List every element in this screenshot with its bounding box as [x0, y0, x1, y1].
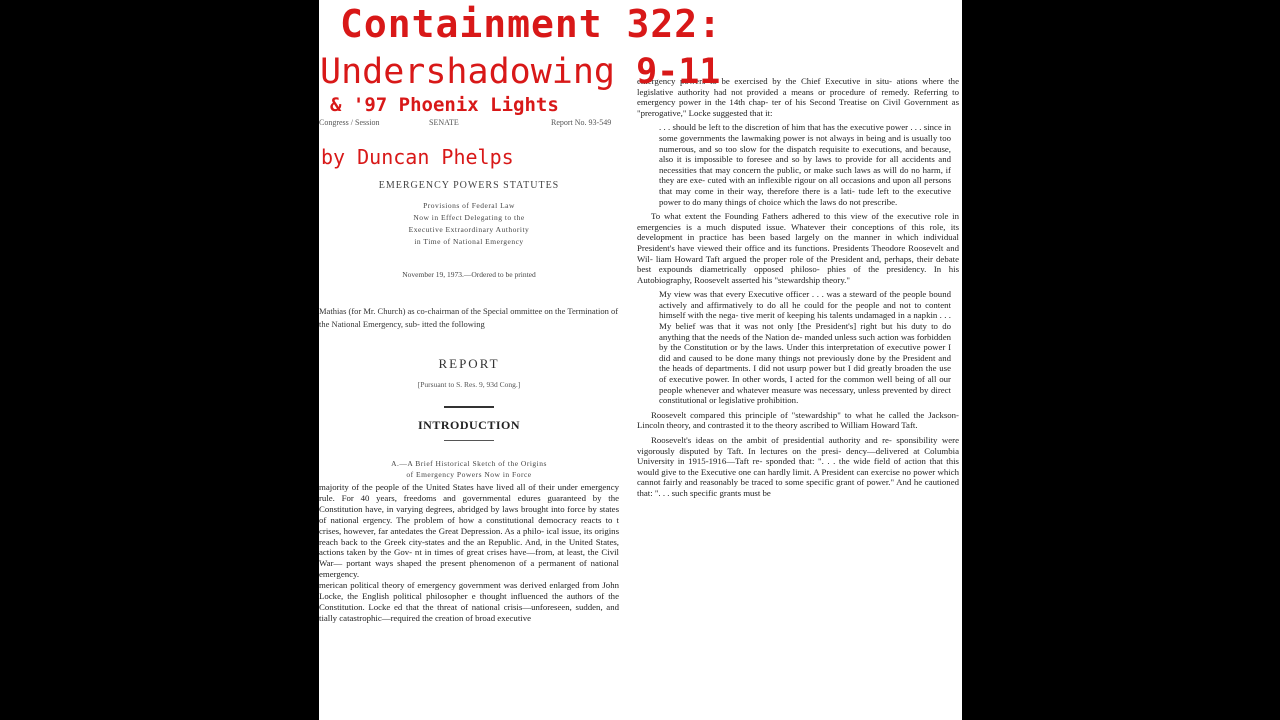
- title-line2-prefix: Undershadowing: [320, 52, 637, 92]
- introduction-heading: INTRODUCTION: [417, 418, 520, 432]
- report-heading: REPORT: [438, 356, 500, 371]
- video-title-line2: [320, 52, 720, 92]
- provision-line: Executive Extraordinary Authority: [408, 225, 530, 234]
- title-line2-bold: 9-11: [636, 52, 721, 92]
- body-paragraph: Roosevelt compared this principle of "stewardship" to what he called the Jackson-Lincoln theory, and contrasted it to the theory ascribed to William Howard Taft.: [637, 409, 959, 431]
- body-paragraph: Roosevelt's ideas on the ambit of presidential authority and re- sponsibility were vigorously disputed by Taft. In lectures on the presi- dency—delivered at Columbia University in 1915-1916—Taft re- sponded that: ". . . the wide field of action that this would give to the Executive one can hardly limit. A President can exercise no power which cannot fairly and reasonably be traced to some specific grant of power." And he cautioned that: ". . . such specific grants must be: [637, 435, 959, 498]
- date-line: November 19, 1973.—Ordered to be printed: [402, 270, 536, 279]
- body-paragraph: majority of the people of the United States have lived all of their under emergency rule. For 40 years, freedoms and governmental edures guaranteed by the Constitution have, in varying degrees, abridged by laws brought into force by states of national ergency. The problem of how a constitutional democracy reacts to t crises, however, far antedates the Great Depression. As a philo- ical issue, its origins reach back to the Greek city-states and the an Republic. And, in the United States, actions taken by the Gov- nt in times of great crises have—from, at least, the Civil War— portant ways shaped the present phenomenon of a permanent of national emergency.: [319, 482, 619, 580]
- report-number-label: Report No. 93-549: [551, 118, 612, 127]
- introduction-rule: [444, 440, 494, 441]
- author-byline: by Duncan Phelps: [321, 145, 514, 169]
- body-paragraph: To what extent the Founding Fathers adhered to this view of the executive role in emergencies is a much disputed issue. Whatever their conceptions of this role, its development in practice has been based largely on the manner in which individual President's have viewed their office and its functions. Presidents Theodore Roosevelt and Wil- liam Howard Taft argued the proper role of the President and, perhaps, their debate best expounds diametrically opposed philoso- phies of the presidency. In his Autobiography, Roosevelt asserted his "stewardship theory.": [637, 211, 959, 285]
- body-paragraph: emergency powers to be exercised by the Chief Executive in situ- ations where the legislative authority had not provided a means or procedure of remedy. Referring to emergency power in the 14th chap- ter of his Second Treatise on Civil Government as "prerogative," Locke suggested that it:: [637, 76, 959, 118]
- provision-line: Provisions of Federal Law: [423, 201, 515, 210]
- left-body-text: [319, 482, 619, 624]
- locke-quote: . . . should be left to the discretion of him that has the executive power . . . since in some governments the lawmaking power is not always in being and is usually too numerous, and so too slow for the dispatch requisite to executions, and because, also it is impossible to foresee and so by laws to provide for all accidents and necessities that may concern the public, or make such laws as will do no harm, if they are exe- cuted with an inflexible rigour on all occasions and upon all persons that may come in their way, therefore there is a lati- tude left to the executive power to do many things of choice which the laws do not prescribe.: [659, 122, 951, 207]
- sketch-line: A.—A Brief Historical Sketch of the Origins: [391, 459, 547, 468]
- video-title-line1: Containment 322:: [340, 2, 723, 46]
- mathias-paragraph: Mathias (for Mr. Church) as co-chairman of the Special ommittee on the Termination of the National Emergency, sub- itted the following: [319, 306, 619, 329]
- video-title-line3: & '97 Phoenix Lights: [330, 94, 559, 116]
- provision-line: in Time of National Emergency: [414, 237, 524, 246]
- congress-session-label: Congress / Session: [319, 118, 380, 127]
- sketch-line: of Emergency Powers Now in Force: [406, 470, 532, 479]
- document-page: [319, 0, 962, 720]
- ornament-divider: [444, 406, 494, 408]
- statute-title: EMERGENCY POWERS STATUTES: [378, 180, 560, 191]
- senate-label: SENATE: [429, 118, 459, 127]
- provisions-block: [319, 200, 619, 248]
- right-document-column: [637, 76, 959, 499]
- body-paragraph: merican political theory of emergency government was derived enlarged from John Locke, the English political philosopher e thought influenced the authors of the Constitution. Locke ed that the threat of national crisis—unforeseen, sudden, and tially catastrophic—required the creation of broad executive: [319, 580, 619, 623]
- pursuant-line: [Pursuant to S. Res. 9, 93d Cong.]: [417, 380, 521, 389]
- roosevelt-quote: My view was that every Executive officer . . . was a steward of the people bound actively and affirmatively to do all he could for the people and not to content himself with the nega- tive merit of keeping his talents undamaged in a napkin . . . My belief was that it was not only [the President's] right but his duty to do anything that the needs of the Nation de- manded unless such action was forbidden by the Constitution or by the laws. Under this interpretation of executive power I did and caused to be done many things not previously done by the President and the heads of departments. I did not usurp power but I did greatly broaden the use of executive power. In other words, I acted for the common well being of all our people whenever and whatever measure was necessary, unless prevented by direct constitutional or legislative prohibition.: [659, 289, 951, 406]
- sketch-heading: [319, 458, 619, 480]
- provision-line: Now in Effect Delegating to the: [413, 213, 525, 222]
